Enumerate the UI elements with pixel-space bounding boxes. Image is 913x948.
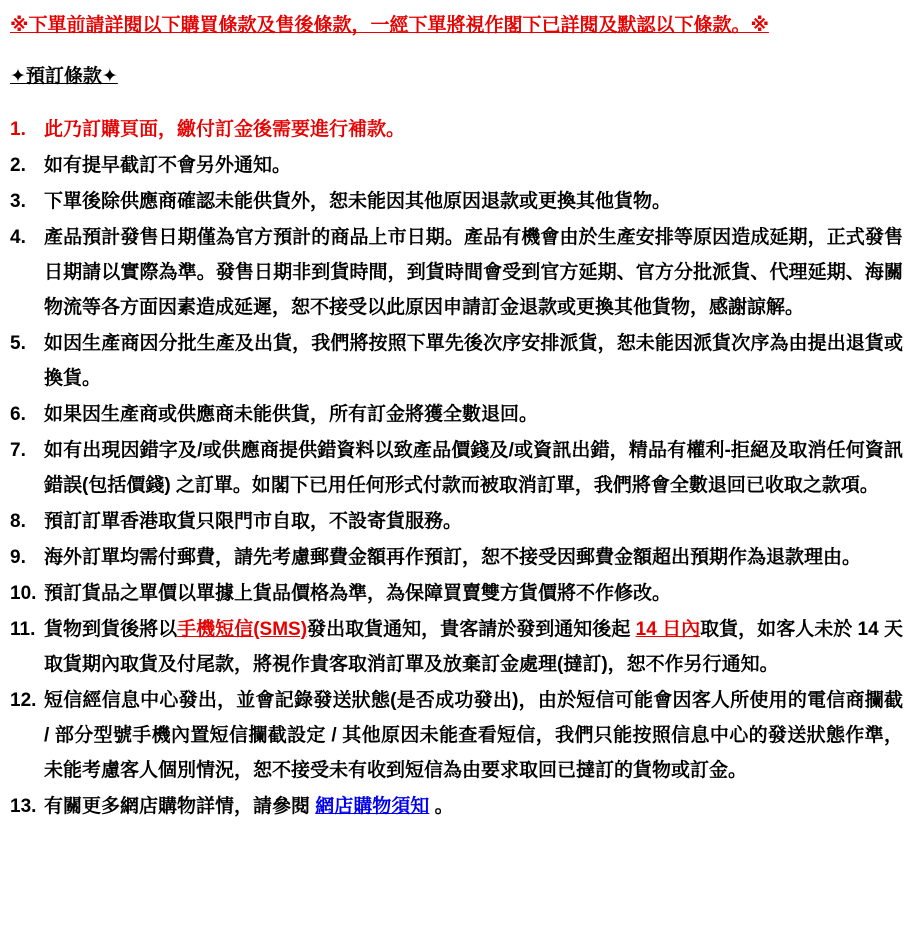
term-text-segment: 預訂貨品之單價以單據上貨品價格為準，為保障買賣雙方貨價將不作修改。 [44,583,672,604]
term-item-7 [10,433,903,503]
term-text-segment: 取貨，如客人未於 14 天取貨期內取貨及付尾款，將視作貴客取消訂單及放棄訂金處理(撻訂)，恕不作另行通知。 [44,619,903,675]
term-text-segment: 產品預計發售日期僅為官方預計的商品上市日期。產品有機會由於生產安排等原因造成延期，正式發售日期請以實際為準。發售日期非到貨時間，到貨時間會受到官方延期、官方分批派貨、代理延期、海關物流等各方面因素造成延遲，恕不接受以此原因申請訂金退款或更換其他貨物，感謝諒解。 [44,227,903,318]
section-title-preorder-terms: ✦預訂條款✦ [10,66,118,87]
term-number: 13. [10,796,37,817]
term-number: 4. [10,227,26,248]
term-item-8 [10,504,903,539]
term-text [44,576,903,611]
term-text [44,326,903,396]
preorder-terms-document [10,12,903,824]
term-item-3 [10,184,903,219]
term-text [44,540,903,575]
term-text-segment: 。 [429,796,454,817]
term-text-segment: 貨物到貨後將以 [44,619,178,640]
term-text-segment: 如果因生產商或供應商未能供貨，所有訂金將獲全數退回。 [44,404,539,425]
term-text [44,433,903,503]
term-number: 8. [10,511,26,532]
term-text [44,683,903,788]
term-text [44,397,903,432]
term-text-segment: 14 日內 [635,619,701,640]
term-text-segment: 手機短信(SMS) [177,619,308,640]
term-item-5 [10,326,903,396]
term-text [44,184,903,219]
term-item-10 [10,576,903,611]
term-text [44,148,903,183]
term-text [44,612,903,682]
term-text-segment: 海外訂單均需付郵費，請先考慮郵費金額再作預訂，恕不接受因郵費金額超出預期作為退款理由。 [44,547,862,568]
term-text-segment: 下單後除供應商確認未能供貨外，恕未能因其他原因退款或更換其他貨物。 [44,191,672,212]
term-text-segment: 如因生產商因分批生產及出貨，我們將按照下單先後次序安排派貨，恕未能因派貨次序為由提出退貨或換貨。 [44,333,903,389]
term-text-segment: 如有出現因錯字及/或供應商提供錯資料以致產品價錢及/或資訊出錯，精品有權利-拒絕及取消任何資訊錯誤(包括價錢) 之訂單。如閣下已用任何形式付款而被取消訂單，我們將會全數退回已收取之款項。 [44,440,903,496]
term-item-6 [10,397,903,432]
term-number: 2. [10,155,26,176]
term-item-9 [10,540,903,575]
shop-guide-link[interactable]: 網店購物須知 [315,796,430,817]
term-number: 5. [10,333,26,354]
term-item-12 [10,683,903,788]
term-text-segment: 發出取貨通知，貴客請於發到通知後起 [307,619,636,640]
term-number: 10. [10,583,37,604]
term-text-segment: 有關更多網店購物詳情，請參閱 [44,796,316,817]
term-number: 9. [10,547,26,568]
term-text-segment: 預訂訂單香港取貨只限門市自取，不設寄貨服務。 [44,511,463,532]
term-number: 7. [10,440,26,461]
term-text-segment: 如有提早截訂不會另外通知。 [44,155,292,176]
term-item-1 [10,112,903,147]
term-number: 1. [10,119,26,140]
term-number: 6. [10,404,26,425]
term-text [44,112,903,147]
term-item-2 [10,148,903,183]
term-text [44,789,903,824]
term-item-4 [10,220,903,325]
warning-title: ※下單前請詳閱以下購買條款及售後條款，一經下單將視作閣下已詳閱及默認以下條款。※ [10,15,769,36]
term-number: 3. [10,191,26,212]
term-text [44,220,903,325]
term-item-11 [10,612,903,682]
term-number: 11. [10,619,36,640]
term-text-segment: 短信經信息中心發出，並會記錄發送狀態(是否成功發出)，由於短信可能會因客人所使用的電信商攔截 / 部分型號手機內置短信攔截設定 / 其他原因未能查看短信，我們只能按照信息中心的發送狀態作準，未能考慮客人個別情況，恕不接受未有收到短信為由要求取回已撻訂的貨物或訂金。 [44,690,903,781]
term-item-13 [10,789,903,824]
terms-list [10,112,903,824]
term-text [44,504,903,539]
term-text-segment: 此乃訂購頁面，繳付訂金後需要進行補款。 [44,119,406,140]
term-number: 12. [10,690,37,711]
